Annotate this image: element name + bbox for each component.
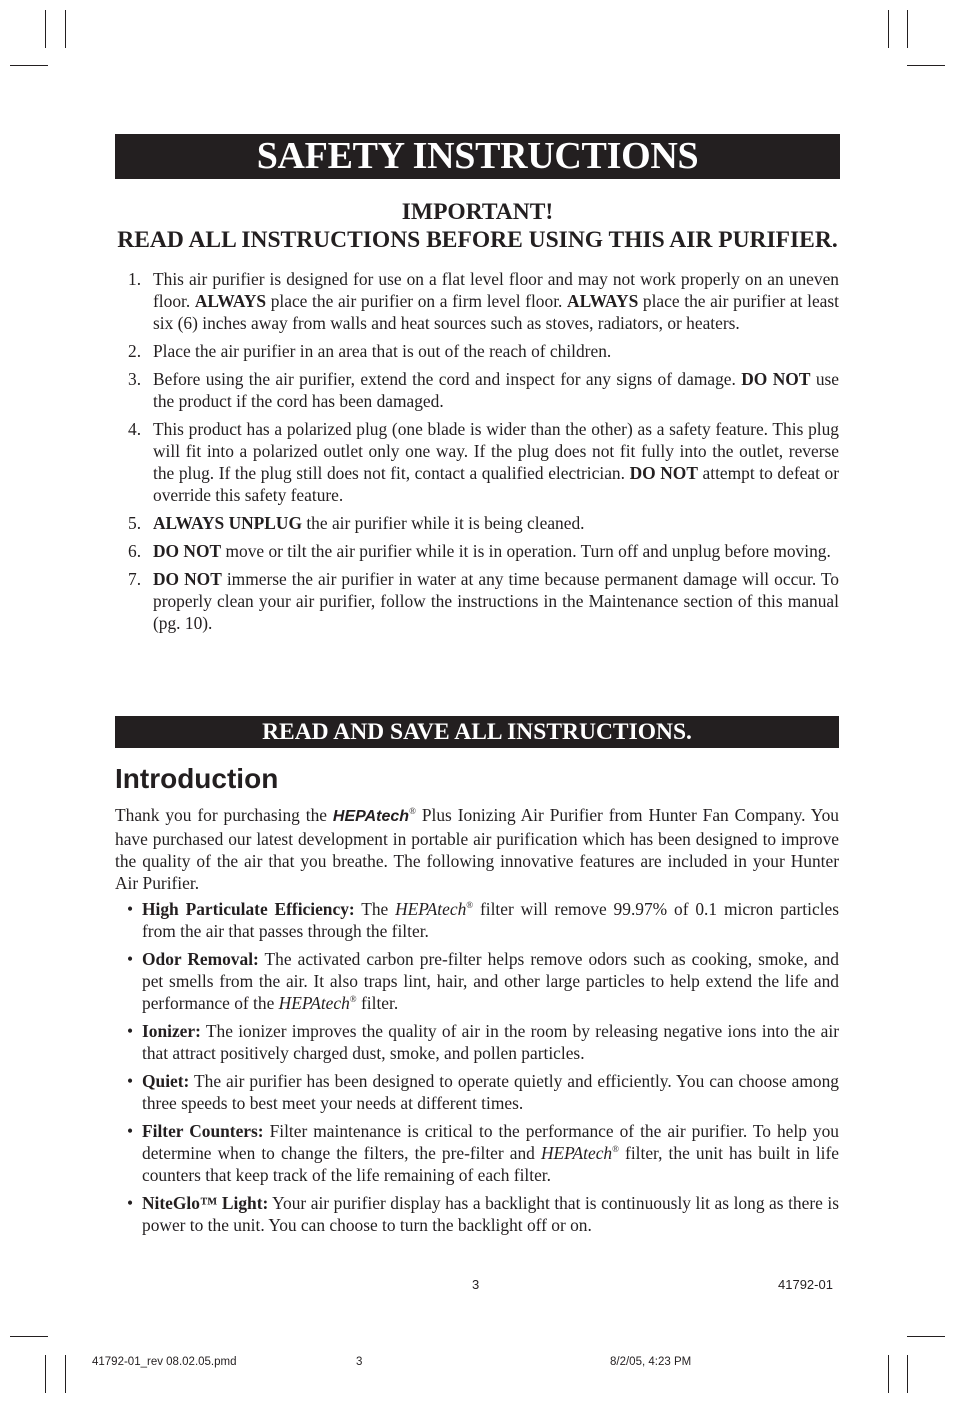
body-text: The ionizer improves the quality of air in the room by releasing negative ions into the air that attract positively charged dust, smoke, and pollen particles. bbox=[142, 1021, 839, 1063]
emphasis-text: Odor Removal: bbox=[142, 949, 259, 969]
brand-name: HEPAtech bbox=[395, 899, 467, 919]
slug-date: 8/2/05, 4:23 PM bbox=[610, 1356, 692, 1368]
crop-mark bbox=[65, 10, 66, 48]
brand-name: HEPAtech bbox=[332, 808, 410, 825]
emphasis-text: DO NOT bbox=[153, 541, 222, 561]
item-number: 2. bbox=[128, 341, 142, 361]
introduction-heading: Introduction bbox=[115, 763, 279, 794]
crop-mark bbox=[907, 1336, 945, 1337]
save-instructions-banner: READ AND SAVE ALL INSTRUCTIONS. bbox=[115, 716, 839, 748]
item-number: 4. bbox=[128, 419, 142, 439]
important-line: IMPORTANT! bbox=[401, 199, 554, 225]
body-text: Filter maintenance is critical to the performance of the air purifier. To help you determine when to change the filters, the pre-filter and bbox=[142, 1121, 839, 1163]
body-text: attempt to defeat or override this safety feature. bbox=[153, 463, 839, 505]
emphasis-text: NiteGlo™ Light: bbox=[142, 1193, 269, 1213]
feature-list bbox=[115, 898, 839, 1242]
registered-mark: ® bbox=[612, 1144, 619, 1155]
crop-mark bbox=[45, 10, 46, 48]
feature-item bbox=[115, 1070, 839, 1114]
safety-item bbox=[115, 368, 839, 412]
bullet-icon: • bbox=[127, 899, 134, 919]
body-text: The bbox=[354, 899, 396, 919]
slug-filename: 41792-01_rev 08.02.05.pmd bbox=[92, 1356, 237, 1368]
slug-page: 3 bbox=[356, 1356, 363, 1368]
emphasis-text: DO NOT bbox=[153, 569, 222, 589]
safety-item bbox=[115, 512, 839, 534]
body-text: filter. bbox=[356, 993, 399, 1013]
body-text: filter, the unit has built in life counters that keep track of the life remaining of each filter. bbox=[142, 1143, 839, 1185]
document-code: 41792-01 bbox=[778, 1277, 833, 1292]
safety-title-banner: SAFETY INSTRUCTIONS bbox=[115, 134, 840, 179]
emphasis-text: ALWAYS bbox=[194, 291, 267, 311]
body-text: move or tilt the air purifier while it is in operation. Turn off and unplug before moving. bbox=[221, 541, 831, 561]
registered-mark: ® bbox=[466, 900, 474, 911]
emphasis-text: Ionizer: bbox=[142, 1021, 201, 1041]
body-text: Your air purifier display has a backlight that is continuously lit as long as there is power to the unit. You can choose to turn the backlight off or on. bbox=[142, 1193, 839, 1235]
crop-mark bbox=[907, 65, 945, 66]
body-text: filter will remove 99.97% of 0.1 micron particles from the air that passes through the filter. bbox=[142, 899, 839, 941]
crop-mark bbox=[65, 1355, 66, 1393]
crop-mark bbox=[10, 65, 48, 66]
feature-item bbox=[115, 1192, 839, 1236]
body-text: This air purifier is designed for use on a flat level floor and may not work properly on an uneven floor. bbox=[153, 269, 839, 311]
safety-item bbox=[115, 568, 839, 634]
emphasis-text: DO NOT bbox=[741, 369, 811, 389]
body-text: immerse the air purifier in water at any time because permanent damage will occur. To properly clean your air purifier, follow the instructions in the Maintenance section of this manual (pg. 10). bbox=[153, 569, 839, 633]
item-number: 5. bbox=[128, 513, 142, 533]
brand-name: HEPAtech bbox=[278, 993, 350, 1013]
registered-mark: ® bbox=[409, 806, 416, 817]
body-text: the air purifier while it is being cleaned. bbox=[302, 513, 585, 533]
body-text: The air purifier has been designed to operate quietly and efficiently. You can choose among three speeds to best meet your needs at different times. bbox=[142, 1071, 839, 1113]
intro-text-before: Thank you for purchasing the bbox=[115, 805, 333, 825]
brand-name: HEPAtech bbox=[540, 1143, 613, 1163]
emphasis-text: Quiet: bbox=[142, 1071, 190, 1091]
body-text: use the product if the cord has been damaged. bbox=[153, 369, 839, 411]
introduction-paragraph bbox=[115, 804, 839, 894]
crop-mark bbox=[888, 10, 889, 48]
emphasis-text: ALWAYS UNPLUG bbox=[153, 513, 302, 533]
important-subline: READ ALL INSTRUCTIONS BEFORE USING THIS AIR PURIFIER. bbox=[117, 227, 838, 253]
emphasis-text: ALWAYS bbox=[567, 291, 639, 311]
safety-instructions-list bbox=[115, 268, 839, 640]
feature-item bbox=[115, 1120, 839, 1186]
emphasis-text: High Particulate Efficiency: bbox=[142, 899, 355, 919]
item-number: 1. bbox=[128, 269, 142, 289]
body-text: This product has a polarized plug (one blade is wider than the other) as a safety feature. This plug will fit into a polarized outlet only one way. If the plug does not fit fully into the outlet, reverse the plug. If the plug still does not fit, contact a qualified electrician. bbox=[153, 419, 839, 483]
crop-mark bbox=[907, 1355, 908, 1393]
safety-item bbox=[115, 540, 839, 562]
safety-item bbox=[115, 340, 839, 362]
item-number: 3. bbox=[128, 369, 142, 389]
registered-mark: ® bbox=[349, 994, 357, 1005]
feature-item bbox=[115, 898, 839, 942]
body-text: Before using the air purifier, extend the cord and inspect for any signs of damage. bbox=[153, 369, 742, 389]
bullet-icon: • bbox=[127, 1193, 134, 1213]
page-number: 3 bbox=[472, 1277, 480, 1292]
body-text: Place the air purifier in an area that is out of the reach of children. bbox=[153, 341, 612, 361]
bullet-icon: • bbox=[127, 1121, 134, 1141]
crop-mark bbox=[10, 1336, 48, 1337]
emphasis-text: DO NOT bbox=[629, 463, 698, 483]
item-number: 7. bbox=[128, 569, 142, 589]
important-heading bbox=[115, 198, 840, 254]
emphasis-text: Filter Counters: bbox=[142, 1121, 264, 1141]
bullet-icon: • bbox=[127, 1071, 134, 1091]
crop-mark bbox=[907, 10, 908, 48]
body-text: place the air purifier on a firm level floor. bbox=[266, 291, 568, 311]
bullet-icon: • bbox=[127, 949, 134, 969]
body-text: place the air purifier at least six (6) inches away from walls and heat sources such as stoves, radiators, or heaters. bbox=[153, 291, 839, 333]
safety-item bbox=[115, 418, 839, 506]
item-number: 6. bbox=[128, 541, 142, 561]
intro-text-after: Plus Ionizing Air Purifier from Hunter Fan Company. You have purchased our latest development in portable air purification which has been designed to improve the quality of the air that you breathe. The following innovative features are included in your Hunter Air Purifier. bbox=[115, 805, 839, 893]
crop-mark bbox=[45, 1355, 46, 1393]
bullet-icon: • bbox=[127, 1021, 134, 1041]
feature-item bbox=[115, 948, 839, 1014]
feature-item bbox=[115, 1020, 839, 1064]
safety-item bbox=[115, 268, 839, 334]
crop-mark bbox=[888, 1355, 889, 1393]
body-text: The activated carbon pre-filter helps remove odors such as cooking, smoke, and pet smells from the air. It also traps lint, hair, and other large particles to help extend the life and performance of the bbox=[142, 949, 839, 1013]
